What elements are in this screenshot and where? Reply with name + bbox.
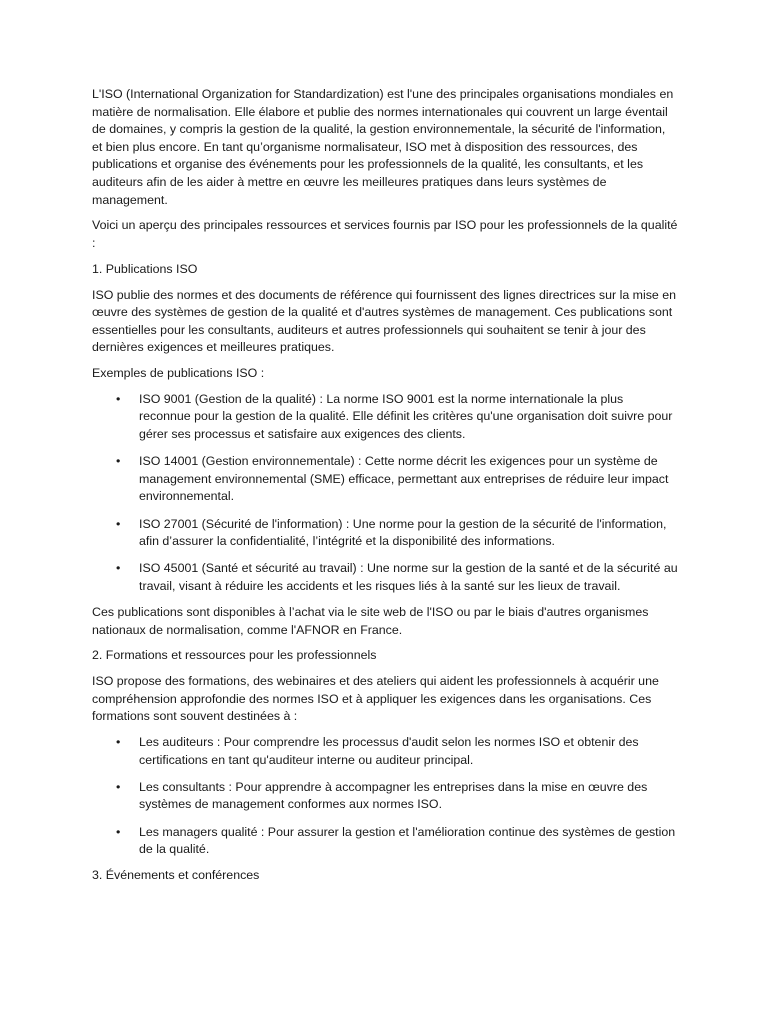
list-item-iso-9001: • ISO 9001 (Gestion de la qualité) : La norme ISO 9001 est la norme internationale la plus reconnue pour la gestion de la qualité. Elle définit les critères qu'une organisation doit suivre pour gérer ses processus et satisfaire aux exigences des clients. xyxy=(139,391,678,444)
section-1-heading: 1. Publications ISO xyxy=(92,261,198,276)
intro-paragraph: L'ISO (International Organization for Standardization) est l'une des principales organisations mondiales en matière de normalisation. Elle élabore et publie des normes internationales qui couvrent un large éventail de domaines, y compris la gestion de la qualité, la gestion environnementale, la sécurité de l'information, et bien plus encore. En tant qu’organisme normalisateur, ISO met à disposition des ressources, des publications et organise des événements pour les professionnels de la qualité, les consultants, et les auditeurs afin de les aider à mettre en œuvre les meilleures pratiques dans leurs systèmes de management. xyxy=(92,87,674,207)
section-2-body: ISO propose des formations, des webinaires et des ateliers qui aident les professionnels à acquérir une compréhension approfondie des normes ISO et à appliquer les exigences dans les organisations. Ces formations sont souvent destinées à : xyxy=(92,674,659,724)
section-1-body: ISO publie des normes et des documents de référence qui fournissent des lignes directrices sur la mise en œuvre des systèmes de gestion de la qualité et d'autres systèmes de management. Ces publications sont essentielles pour les consultants, auditeurs et autres professionnels qui souhaitent se tenir à jour des dernières exigences et meilleures pratiques. xyxy=(92,287,677,355)
document-page xyxy=(92,86,678,893)
list-item-consultants: • Les consultants : Pour apprendre à accompagner les entreprises dans la mise en œuvre des systèmes de management conformes aux normes ISO. xyxy=(139,779,678,814)
examples-label: Exemples de publications ISO : xyxy=(92,366,265,381)
publications-list xyxy=(92,391,678,596)
list-item-iso-27001: • ISO 27001 (Sécurité de l'information) : Une norme pour la gestion de la sécurité de l'information, afin d’assurer la confidentialité, l’intégrité et la disponibilité des informations. xyxy=(139,516,678,551)
availability-paragraph: Ces publications sont disponibles à l’achat via le site web de l'ISO ou par le biais d'autres organismes nationaux de normalisation, comme l'AFNOR en France. xyxy=(92,604,649,637)
audience-list xyxy=(92,734,678,859)
section-3-heading: 3. Événements et conférences xyxy=(92,868,260,883)
list-item-managers: • Les managers qualité : Pour assurer la gestion et l'amélioration continue des systèmes de gestion de la qualité. xyxy=(139,824,678,859)
list-item-iso-45001: • ISO 45001 (Santé et sécurité au travail) : Une norme sur la gestion de la santé et de la sécurité au travail, visant à réduire les accidents et les risques liés à la santé sur les lieux de travail. xyxy=(139,560,678,595)
section-2-heading: 2. Formations et ressources pour les professionnels xyxy=(92,648,377,663)
overview-paragraph: Voici un aperçu des principales ressources et services fournis par ISO pour les professionnels de la qualité : xyxy=(92,218,678,250)
list-item-auditeurs: • Les auditeurs : Pour comprendre les processus d'audit selon les normes ISO et obtenir des certifications en tant qu'auditeur interne ou auditeur principal. xyxy=(139,734,678,769)
list-item-iso-14001: • ISO 14001 (Gestion environnementale) : Cette norme décrit les exigences pour un système de management environnemental (SME) efficace, permettant aux entreprises de réduire leur impact environnemental. xyxy=(139,453,678,506)
